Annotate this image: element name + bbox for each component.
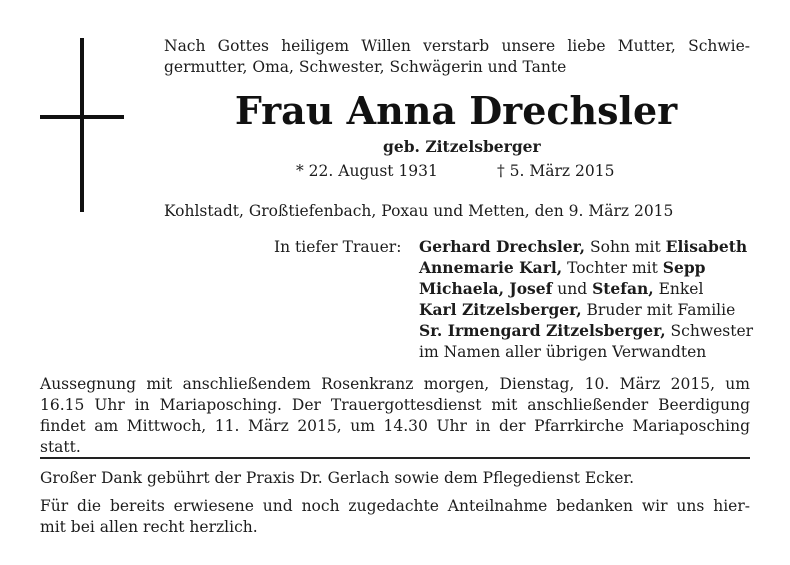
mourner-line: Gerhard Drechsler, Sohn mit Elisabeth: [419, 237, 748, 256]
death-date: † 5. März 2015: [497, 162, 615, 180]
mourner-line: Annemarie Karl, Tochter mit Sepp: [419, 258, 706, 277]
birth-date: * 22. August 1931: [296, 162, 438, 180]
intro-line-2: germutter, Oma, Schwester, Schwägerin und Tante: [164, 58, 567, 76]
birth-name: geb. Zitzelsberger: [383, 137, 541, 156]
mourners-label: In tiefer Trauer:: [274, 238, 402, 256]
thanks-line: mit bei allen recht herzlich.: [40, 518, 258, 536]
mourner-line: Karl Zitzelsberger, Bruder mit Familie: [419, 300, 736, 319]
funeral-line: findet am Mittwoch, 11. März 2015, um 14.30 Uhr in der Pfarrkirche Mariaposching: [40, 417, 750, 435]
thanks-care: Großer Dank gebührt der Praxis Dr. Gerlach sowie dem Pflegedienst Ecker.: [40, 469, 635, 487]
funeral-line: 16.15 Uhr in Mariaposching. Der Trauergottesdienst mit anschließender Beerdigung: [40, 396, 750, 414]
mourner-line: Sr. Irmengard Zitzelsberger, Schwester: [419, 321, 754, 340]
place-date: Kohlstadt, Großtiefenbach, Poxau und Metten, den 9. März 2015: [164, 202, 674, 220]
funeral-line: statt.: [40, 438, 81, 456]
funeral-line: Aussegnung mit anschließendem Rosenkranz morgen, Dienstag, 10. März 2015, um: [40, 375, 750, 393]
deceased-name: Frau Anna Drechsler: [234, 88, 678, 133]
thanks-line: Für die bereits erwiesene und noch zugedachte Anteilnahme bedanken wir uns hier-: [40, 497, 750, 515]
mourner-line: im Namen aller übrigen Verwandten: [419, 343, 707, 361]
intro-line-1: Nach Gottes heiligem Willen verstarb unsere liebe Mutter, Schwie-: [164, 37, 750, 55]
divider: [40, 457, 750, 459]
mourner-line: Michaela, Josef und Stefan, Enkel: [419, 279, 704, 298]
